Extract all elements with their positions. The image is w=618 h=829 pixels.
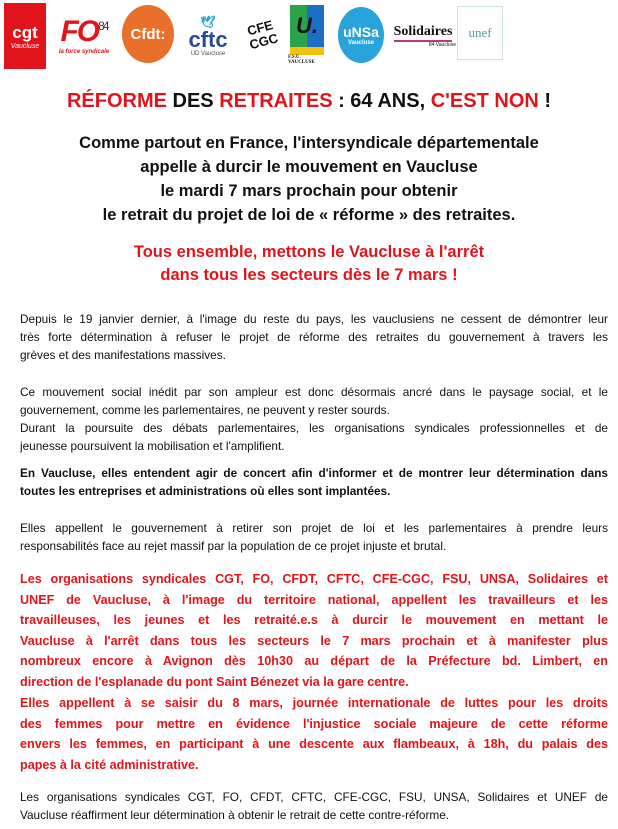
paragraph-line: grèves et des manifestations massives. bbox=[20, 348, 226, 362]
paragraph-line: nombreux encore à Avignon dès 10h30 au départ de la Préfecture bd. Limbert, en bbox=[20, 654, 608, 669]
paragraph-line: Ce mouvement social inédit par son ampleur est donc désormais ancré dans le paysage social, et le bbox=[20, 385, 608, 399]
paragraph bbox=[20, 419, 608, 455]
cgt-logo-text: cgt bbox=[12, 22, 38, 42]
fsu-logo-sub: F.S.U. VAUCLUSE bbox=[288, 55, 315, 65]
unef-logo bbox=[457, 6, 503, 60]
solidaires-logo-text: Solidaires bbox=[394, 24, 453, 42]
paragraph-line: gouvernement, comme les parlementaires, ne peuvent y rester sourds. bbox=[20, 403, 390, 417]
fsu-logo-text: U. bbox=[296, 13, 318, 38]
paragraph-line: responsabilités face au rejet massif par la population de ce projet injuste et brutal. bbox=[20, 539, 447, 553]
cfe-cgc-logo bbox=[234, 5, 289, 65]
paragraph-line: Les organisations syndicales CGT, FO, CFDT, CFTC, CFE-CGC, FSU, UNSA, Solidaires et bbox=[20, 572, 608, 586]
cfdt-logo bbox=[122, 5, 174, 63]
paragraph bbox=[20, 464, 608, 500]
title-part: RÉFORME bbox=[66, 90, 167, 112]
fo-logo-sup: 84 bbox=[98, 19, 108, 33]
call-to-action bbox=[0, 241, 618, 287]
unsa-logo-sub: Vaucluse bbox=[347, 40, 374, 46]
paragraph-line: Depuis le 19 janvier dernier, à l'image du reste du pays, les vauclusiens ne cessent de démontrer leur bbox=[20, 312, 608, 326]
paragraph-line: Durant la poursuite des débats parlementaires, les organisations syndicales professionnelles et de bbox=[20, 421, 608, 435]
fo-logo bbox=[54, 8, 114, 62]
fo-logo-sub: la force syndicale bbox=[58, 49, 110, 55]
paragraph-line: envers les femmes, en participant à une descente aux flambeaux, à 18h, du palais des bbox=[20, 737, 608, 752]
paragraph bbox=[20, 383, 608, 419]
paragraph bbox=[20, 310, 608, 364]
solidaires-logo bbox=[390, 18, 456, 54]
title-part: ! bbox=[538, 90, 552, 112]
cftc-logo-text: cftc bbox=[188, 27, 228, 52]
paragraph bbox=[20, 569, 608, 693]
cfdt-logo-text: Cfdt: bbox=[130, 25, 166, 43]
paragraph-line: Vaucluse réaffirment leur détermination à obtenir le retrait de cette contre-réforme. bbox=[20, 808, 450, 822]
call-line: Tous ensemble, mettons le Vaucluse à l'arrêt bbox=[133, 243, 485, 261]
cftc-logo bbox=[178, 6, 238, 66]
intro-line: le retrait du projet de loi de « réforme » des retraites. bbox=[102, 206, 516, 224]
intro-line: le mardi 7 mars prochain pour obtenir bbox=[160, 182, 458, 200]
intro-line: Comme partout en France, l'intersyndicale départementale bbox=[79, 134, 539, 152]
paragraph-line: Elles appellent le gouvernement à retirer son projet de loi et les parlementaires à prendre leurs bbox=[20, 521, 608, 535]
paragraph-line: Vaucluse à l'arrêt dans tous les secteurs le 7 mars prochain et à manifester plus bbox=[20, 633, 608, 648]
union-logos-row bbox=[0, 0, 618, 70]
title-part: C'EST NON bbox=[430, 90, 539, 112]
page-title bbox=[0, 90, 618, 113]
fsu-logo bbox=[288, 4, 326, 66]
fo-logo-text: FO bbox=[60, 15, 99, 48]
call-line: dans tous les secteurs dès le 7 mars ! bbox=[160, 266, 458, 284]
title-part: DES bbox=[166, 90, 220, 112]
intro-line: appelle à durcir le mouvement en Vaucluse bbox=[140, 158, 478, 176]
intro-text bbox=[0, 131, 618, 227]
paragraph-line: des femmes pour mettre en évidence l'injustice sociale majeure de cette réforme bbox=[20, 716, 608, 731]
paragraph-line: UNEF de Vaucluse, à l'image du territoire national, appellent les travailleurs et les bbox=[20, 592, 608, 607]
paragraph bbox=[20, 519, 608, 555]
paragraph-line: En Vaucluse, elles entendent agir de concert afin d'informer et de montrer leur détermination dans bbox=[20, 466, 608, 480]
paragraph-line: très forte détermination à refuser le projet de réforme des retraites du gouvernement à travers les bbox=[20, 330, 608, 344]
cgt-logo-sub: Vaucluse bbox=[10, 42, 40, 50]
paragraph bbox=[20, 693, 608, 775]
title-part: RETRAITES bbox=[219, 90, 333, 112]
paragraph-line: direction de l'esplanade du pont Saint Bénezet via la gare centre. bbox=[20, 674, 409, 689]
unsa-logo bbox=[338, 7, 384, 63]
paragraph bbox=[20, 788, 608, 824]
unef-logo-text: unef bbox=[468, 25, 492, 40]
paragraph-line: toutes les entreprises et administrations où elles sont implantées. bbox=[20, 484, 391, 498]
title-part: : 64 ANS, bbox=[332, 90, 431, 112]
paragraph-line: travailleuses, les jeunes et les retraité.e.s à durcir le mouvement en mettant le bbox=[20, 613, 608, 628]
unsa-logo-text: uNSa bbox=[343, 24, 379, 40]
paragraph-line: Les organisations syndicales CGT, FO, CFDT, CFTC, CFE-CGC, FSU, UNSA, Solidaires et UNEF de bbox=[20, 790, 608, 804]
cgt-logo bbox=[4, 3, 46, 69]
paragraph-line: Elles appellent à se saisir du 8 mars, journée internationale de luttes pour les droits bbox=[20, 696, 608, 710]
bird-icon: 🕊 bbox=[200, 15, 216, 29]
solidaires-logo-sub: 84 Vaucluse bbox=[428, 42, 456, 48]
paragraph-line: papes à la cité administrative. bbox=[20, 757, 199, 772]
cftc-logo-sub: UD Vaucluse bbox=[190, 51, 226, 57]
cfe-cgc-logo-text: CFE CGC bbox=[245, 17, 280, 53]
paragraph-line: jeunesse poursuivent la mobilisation et l'amplifient. bbox=[20, 439, 285, 453]
